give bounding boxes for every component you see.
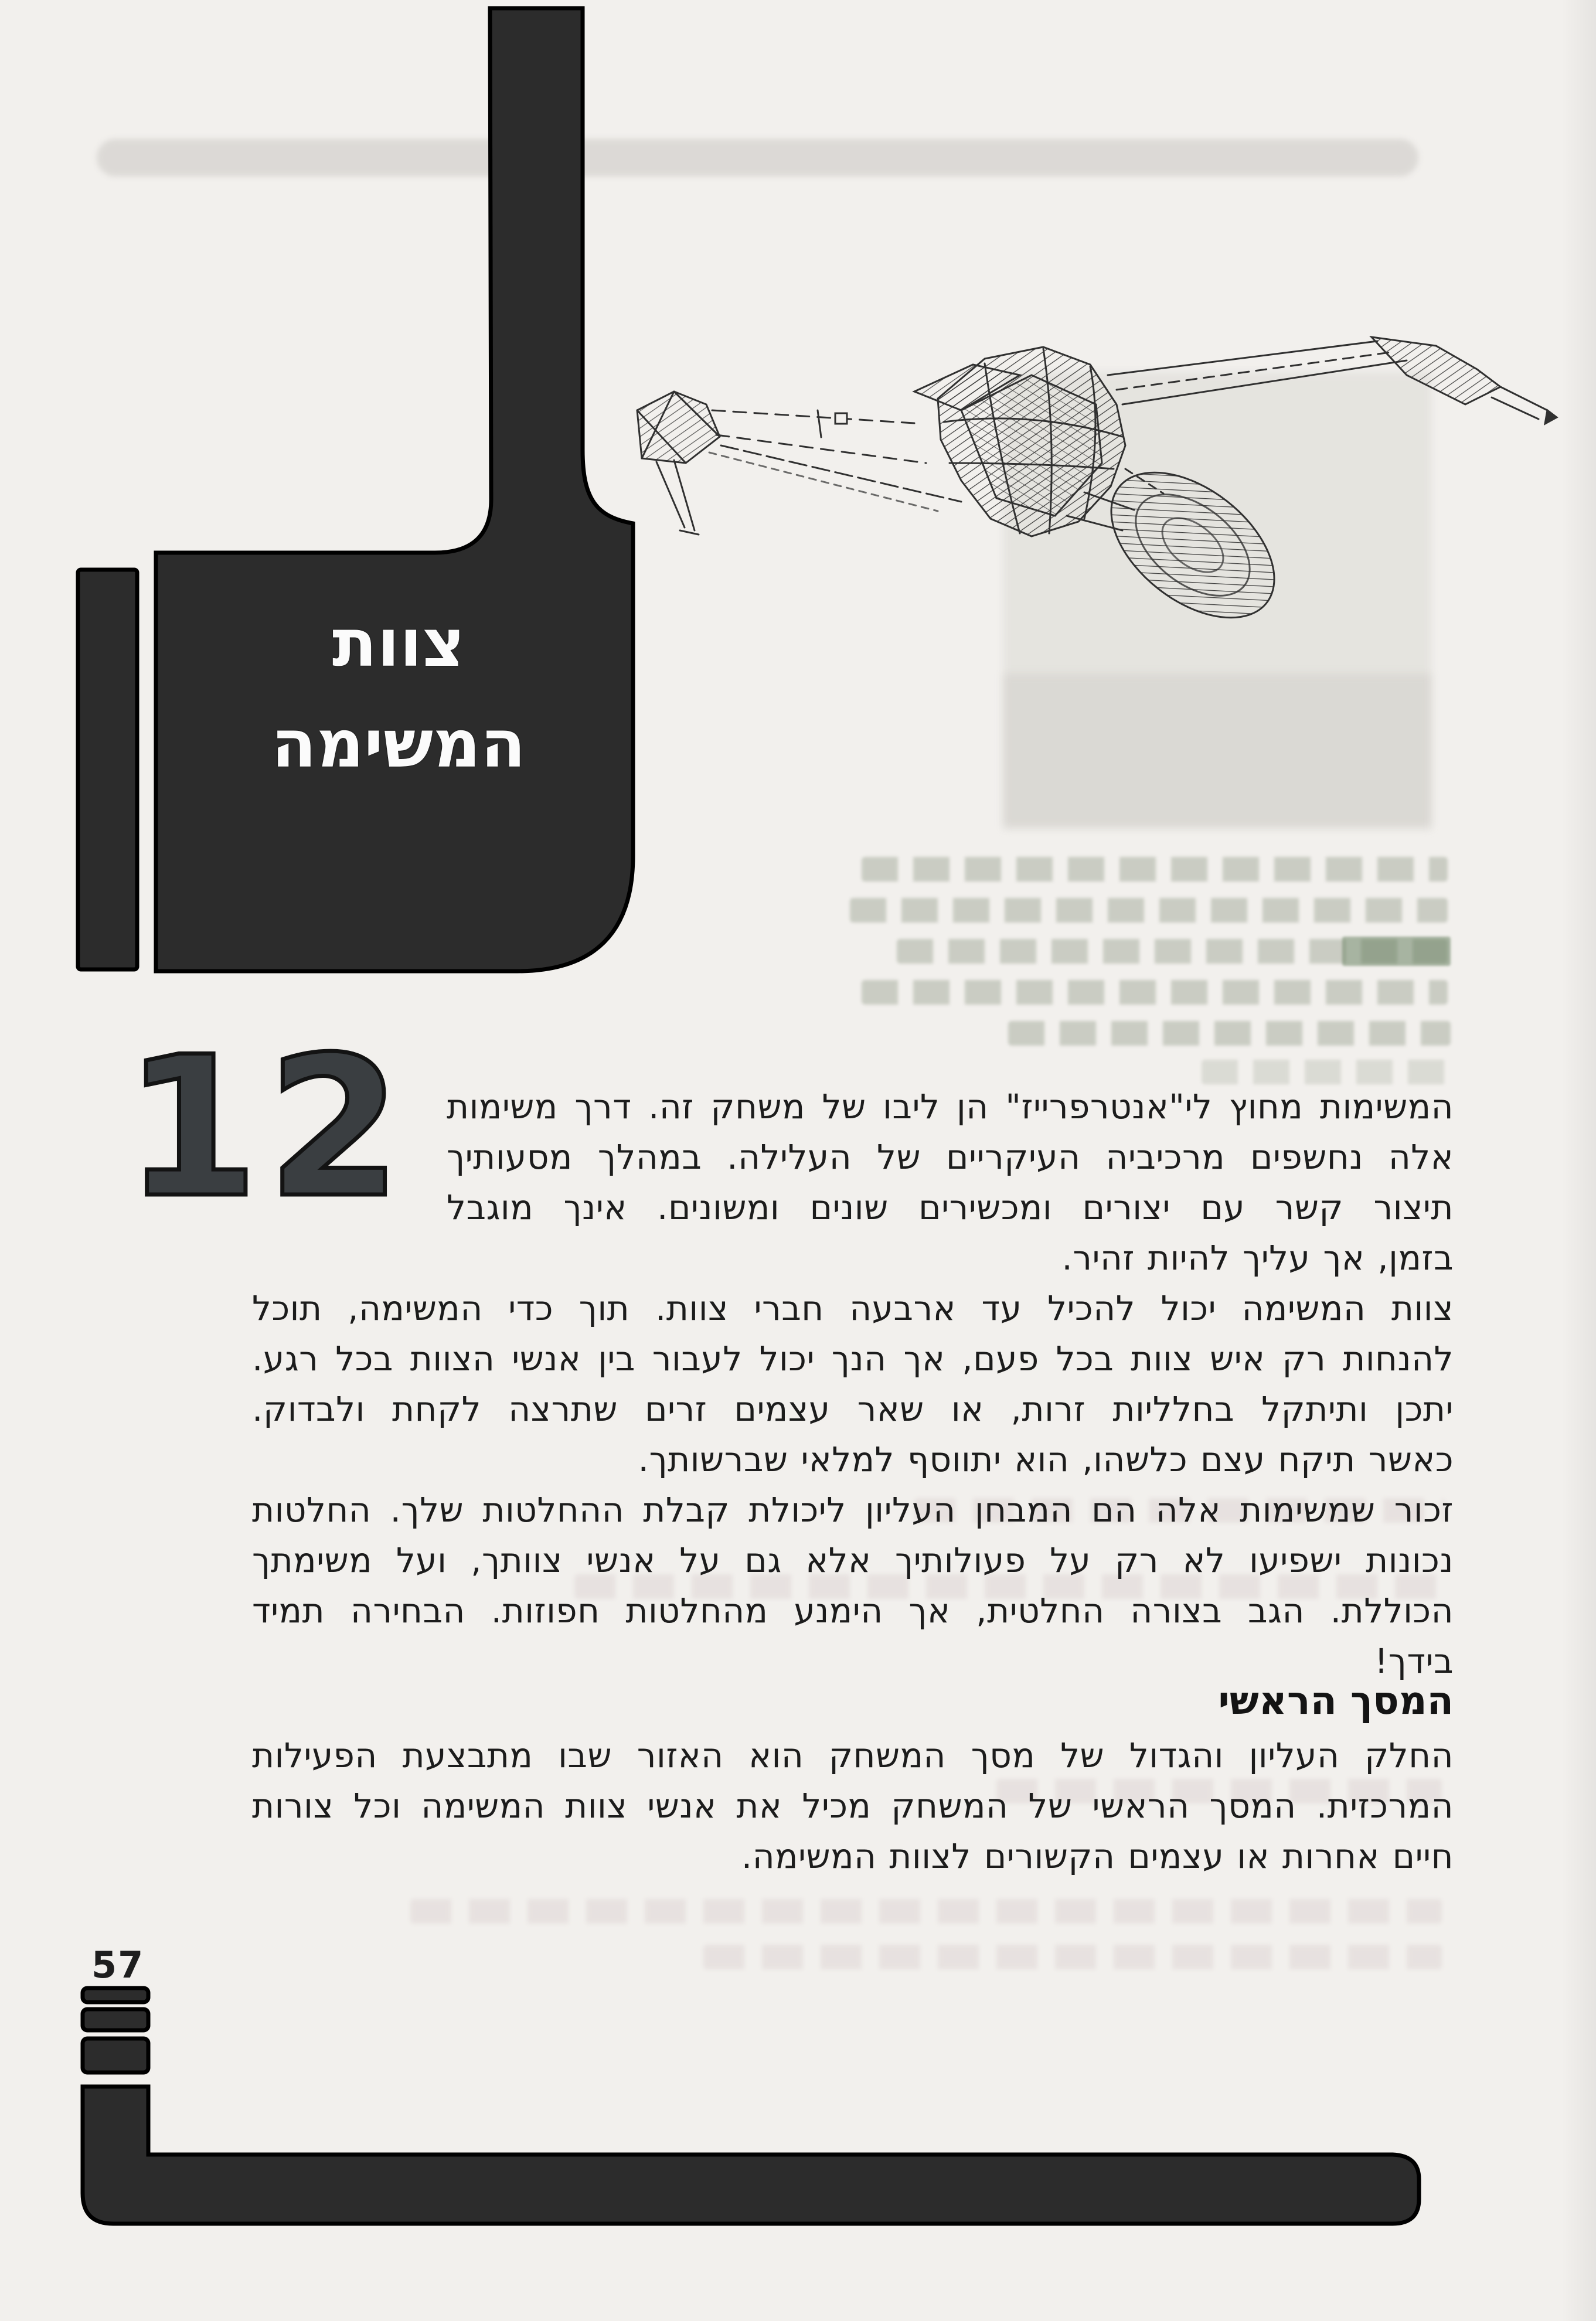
chapter-tab-title-line2: המשימה — [271, 706, 526, 782]
text-line: המשימות מחוץ לי"אנטרפרייז" הן ליבו של משחק זה. דרך משימות — [447, 1087, 1454, 1127]
chapter-tab-shape — [156, 8, 633, 971]
chapter-tab-title-line1: צוות — [332, 605, 465, 682]
text-line: כאשר תיקח עצם כלשהו, הוא יתווסף למלאי שברשותך. — [638, 1439, 1454, 1479]
text-line: החלק העליון והגדול של מסך המשחק הוא האזור שבו מתבצעת הפעילות — [252, 1735, 1454, 1775]
paragraph-main-screen — [252, 1730, 1454, 1881]
footer-bars — [83, 1988, 1419, 2224]
text-line: אלה נחשפים מרכיביה העיקריים של העלילה. במהלך מסעותיך — [447, 1137, 1454, 1177]
section-heading: המסך הראשי — [1218, 1678, 1454, 1723]
spaceship-wireframe-illustration — [637, 337, 1557, 646]
text-line: זכור שמשימות אלה הם המבחן העליון ליכולת קבלת ההחלטות שלך. החלטות — [252, 1490, 1454, 1530]
paragraph-decisions — [252, 1485, 1454, 1686]
text-line: בזמן, אך עליך להיות זהיר. — [1061, 1238, 1454, 1278]
text-line: נכונות ישפיעו לא רק על פעולותיך אלא גם על אנשי צוותך, ועל משימתך — [252, 1540, 1454, 1580]
page-number: 57 — [91, 1944, 145, 1986]
text-line: יתכן ותיתקל בחלליות זרות, או שאר עצמים זרים שתרצה לקחת ולבדוק. — [252, 1389, 1454, 1429]
text-line: להנחות רק איש צוות בכל פעם, אך הנך יכול לעבור בין אנשי הצוות בכל רגע. — [252, 1339, 1454, 1379]
chapter-tab-title — [217, 593, 580, 795]
paragraph-away-team — [252, 1283, 1454, 1485]
text-line: צוות המשימה יכול להכיל עד ארבעה חברי צוות. תוך כדי המשימה, תוכל — [252, 1288, 1454, 1328]
text-line: הכוללת. הגב בצורה החלטית, אך הימנע מהחלטות חפוזות. הבחירה תמיד — [252, 1591, 1454, 1631]
paragraph-missions-intro — [447, 1081, 1454, 1283]
text-line: תיצור קשר עם יצורים ומכשירים שונים ומשונים. אינך מוגבל — [447, 1187, 1454, 1227]
chapter-number: 12 — [124, 1015, 410, 1240]
text-line: בידך! — [1374, 1641, 1454, 1681]
text-line: חיים אחרות או עצמים הקשורים לצוות המשימה. — [741, 1836, 1454, 1876]
text-line: המרכזית. המסך הראשי של המשחק מכיל את אנשי צוות המשימה וכל צורות — [252, 1786, 1454, 1826]
chapter-tab-side-bar — [78, 570, 137, 969]
